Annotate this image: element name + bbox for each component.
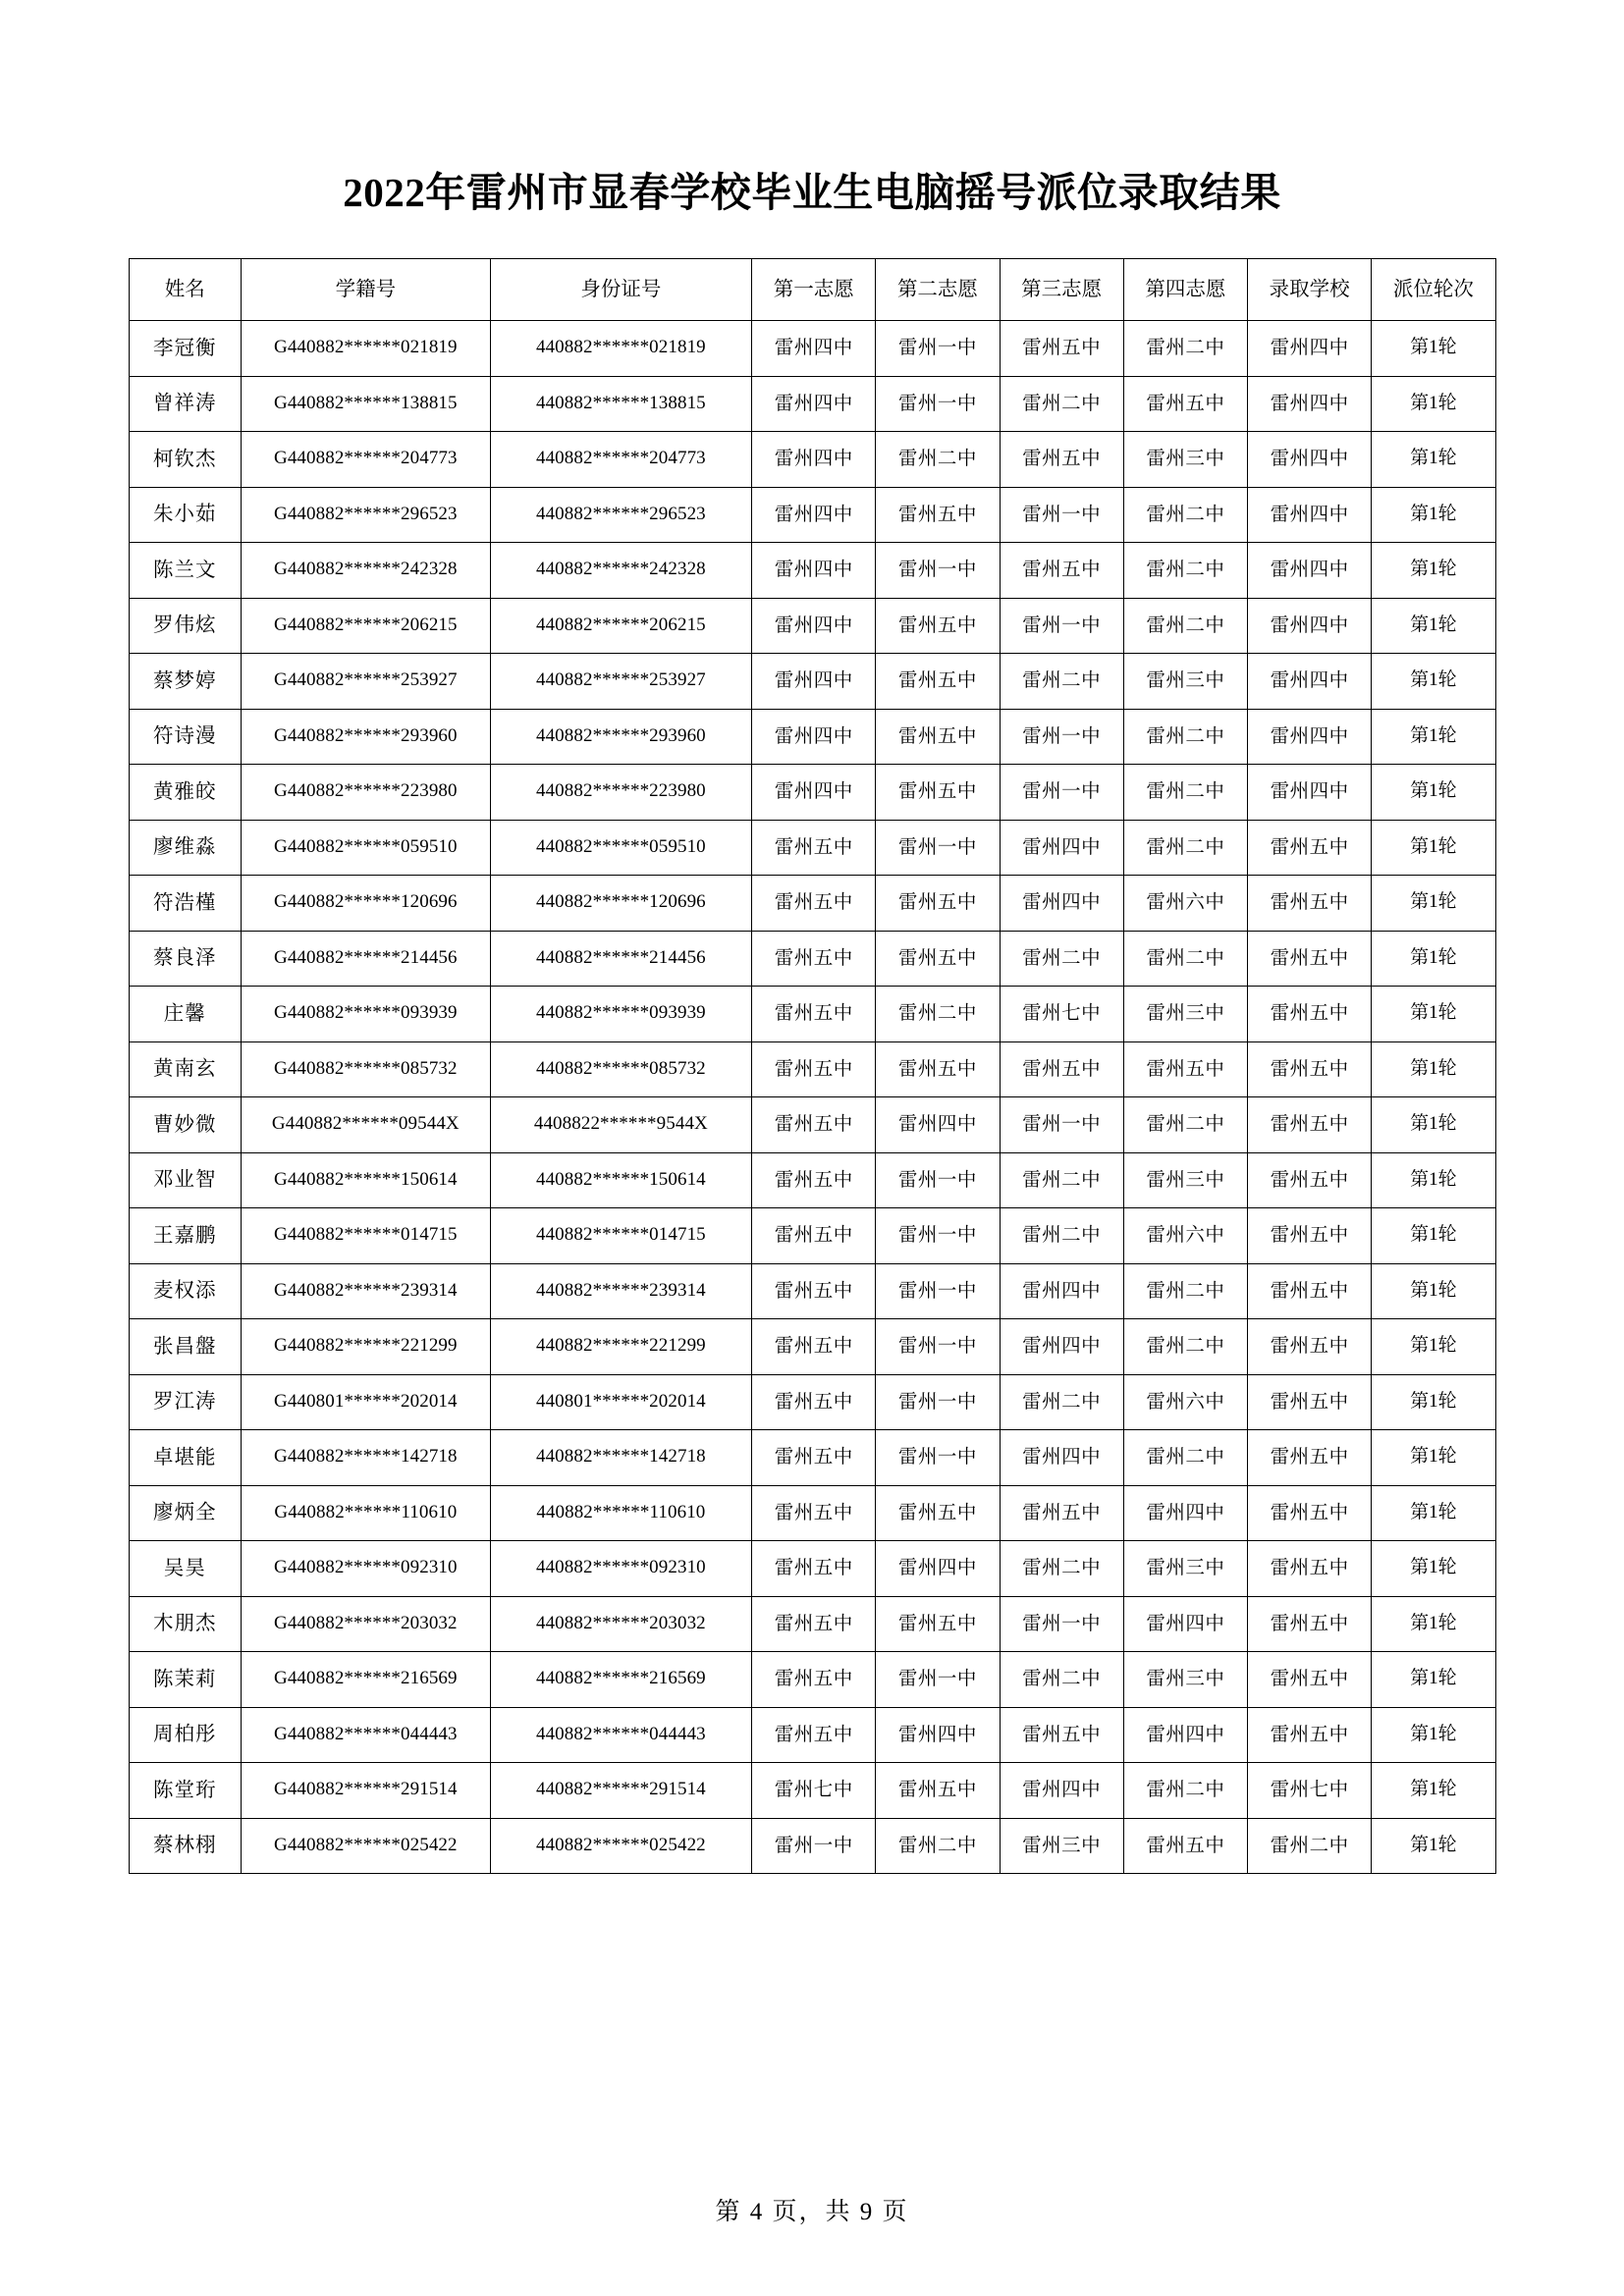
column-header-student-id: 学籍号 xyxy=(242,259,491,321)
cell-wish-1: 雷州五中 xyxy=(752,1208,876,1264)
column-header-wish-1: 第一志愿 xyxy=(752,259,876,321)
cell-name: 卓堪能 xyxy=(129,1430,242,1486)
cell-id-card: 440882******093939 xyxy=(490,987,751,1042)
column-header-wish-4: 第四志愿 xyxy=(1123,259,1247,321)
cell-wish-3: 雷州四中 xyxy=(1000,876,1123,932)
cell-id-card: 440882******085732 xyxy=(490,1041,751,1097)
table-row xyxy=(129,598,1495,654)
table-row xyxy=(129,654,1495,710)
table-row xyxy=(129,931,1495,987)
column-header-wish-3: 第三志愿 xyxy=(1000,259,1123,321)
cell-wish-3: 雷州二中 xyxy=(1000,376,1123,432)
cell-student-id: G440882******059510 xyxy=(242,820,491,876)
cell-id-card: 440882******214456 xyxy=(490,931,751,987)
cell-wish-2: 雷州四中 xyxy=(876,1707,1000,1763)
cell-wish-4: 雷州二中 xyxy=(1123,931,1247,987)
cell-wish-3: 雷州四中 xyxy=(1000,1319,1123,1375)
cell-wish-4: 雷州三中 xyxy=(1123,1652,1247,1708)
cell-wish-1: 雷州五中 xyxy=(752,1263,876,1319)
cell-student-id: G440882******085732 xyxy=(242,1041,491,1097)
cell-id-card: 440882******204773 xyxy=(490,432,751,488)
cell-id-card: 440882******021819 xyxy=(490,321,751,377)
cell-wish-3: 雷州二中 xyxy=(1000,931,1123,987)
cell-id-card: 440882******092310 xyxy=(490,1541,751,1597)
cell-wish-1: 雷州五中 xyxy=(752,1430,876,1486)
cell-admitted-school: 雷州五中 xyxy=(1247,1263,1371,1319)
cell-student-id: G440882******242328 xyxy=(242,543,491,599)
cell-admitted-school: 雷州四中 xyxy=(1247,765,1371,821)
cell-admitted-school: 雷州五中 xyxy=(1247,1041,1371,1097)
cell-name: 罗江涛 xyxy=(129,1374,242,1430)
cell-name: 蔡梦婷 xyxy=(129,654,242,710)
cell-id-card: 440882******203032 xyxy=(490,1596,751,1652)
cell-student-id: G440882******291514 xyxy=(242,1763,491,1819)
cell-id-card: 440882******223980 xyxy=(490,765,751,821)
cell-student-id: G440882******138815 xyxy=(242,376,491,432)
cell-id-card: 440882******291514 xyxy=(490,1763,751,1819)
cell-student-id: G440882******021819 xyxy=(242,321,491,377)
cell-round: 第1轮 xyxy=(1372,598,1495,654)
cell-wish-3: 雷州五中 xyxy=(1000,1041,1123,1097)
cell-wish-3: 雷州一中 xyxy=(1000,765,1123,821)
cell-wish-2: 雷州一中 xyxy=(876,543,1000,599)
cell-wish-3: 雷州四中 xyxy=(1000,1430,1123,1486)
cell-wish-4: 雷州四中 xyxy=(1123,1485,1247,1541)
cell-wish-2: 雷州一中 xyxy=(876,1374,1000,1430)
cell-id-card: 440882******150614 xyxy=(490,1152,751,1208)
table-row xyxy=(129,1652,1495,1708)
cell-name: 麦权添 xyxy=(129,1263,242,1319)
cell-name: 吴昊 xyxy=(129,1541,242,1597)
cell-id-card: 440882******059510 xyxy=(490,820,751,876)
cell-wish-1: 雷州四中 xyxy=(752,654,876,710)
cell-wish-1: 雷州五中 xyxy=(752,1152,876,1208)
cell-id-card: 440882******242328 xyxy=(490,543,751,599)
cell-wish-2: 雷州四中 xyxy=(876,1541,1000,1597)
cell-id-card: 440882******142718 xyxy=(490,1430,751,1486)
cell-student-id: G440882******293960 xyxy=(242,709,491,765)
cell-round: 第1轮 xyxy=(1372,1430,1495,1486)
cell-round: 第1轮 xyxy=(1372,876,1495,932)
cell-student-id: G440882******206215 xyxy=(242,598,491,654)
cell-admitted-school: 雷州七中 xyxy=(1247,1763,1371,1819)
cell-round: 第1轮 xyxy=(1372,1541,1495,1597)
cell-name: 符浩槿 xyxy=(129,876,242,932)
table-row xyxy=(129,876,1495,932)
table-row xyxy=(129,1763,1495,1819)
cell-wish-3: 雷州二中 xyxy=(1000,1152,1123,1208)
cell-wish-2: 雷州五中 xyxy=(876,1596,1000,1652)
cell-wish-2: 雷州二中 xyxy=(876,432,1000,488)
column-header-wish-2: 第二志愿 xyxy=(876,259,1000,321)
cell-wish-1: 雷州五中 xyxy=(752,1097,876,1153)
cell-name: 木朋杰 xyxy=(129,1596,242,1652)
cell-round: 第1轮 xyxy=(1372,321,1495,377)
cell-wish-4: 雷州二中 xyxy=(1123,1319,1247,1375)
cell-wish-1: 雷州五中 xyxy=(752,1707,876,1763)
table-row xyxy=(129,1319,1495,1375)
cell-admitted-school: 雷州四中 xyxy=(1247,654,1371,710)
cell-wish-4: 雷州三中 xyxy=(1123,654,1247,710)
cell-round: 第1轮 xyxy=(1372,1485,1495,1541)
cell-wish-3: 雷州五中 xyxy=(1000,321,1123,377)
cell-wish-2: 雷州五中 xyxy=(876,487,1000,543)
cell-admitted-school: 雷州五中 xyxy=(1247,1652,1371,1708)
cell-wish-1: 雷州一中 xyxy=(752,1818,876,1874)
cell-name: 张昌盤 xyxy=(129,1319,242,1375)
cell-id-card: 440882******253927 xyxy=(490,654,751,710)
column-header-admitted: 录取学校 xyxy=(1247,259,1371,321)
cell-round: 第1轮 xyxy=(1372,654,1495,710)
cell-wish-2: 雷州一中 xyxy=(876,1263,1000,1319)
cell-round: 第1轮 xyxy=(1372,1707,1495,1763)
cell-name: 廖维淼 xyxy=(129,820,242,876)
table-row xyxy=(129,987,1495,1042)
cell-wish-4: 雷州二中 xyxy=(1123,1430,1247,1486)
cell-round: 第1轮 xyxy=(1372,487,1495,543)
cell-wish-2: 雷州五中 xyxy=(876,654,1000,710)
cell-wish-2: 雷州二中 xyxy=(876,1818,1000,1874)
table-row xyxy=(129,1485,1495,1541)
cell-wish-2: 雷州五中 xyxy=(876,876,1000,932)
cell-wish-2: 雷州五中 xyxy=(876,709,1000,765)
cell-name: 曾祥涛 xyxy=(129,376,242,432)
cell-wish-4: 雷州二中 xyxy=(1123,820,1247,876)
cell-wish-3: 雷州七中 xyxy=(1000,987,1123,1042)
lottery-result-table xyxy=(129,258,1496,1874)
cell-wish-4: 雷州六中 xyxy=(1123,876,1247,932)
cell-admitted-school: 雷州五中 xyxy=(1247,1596,1371,1652)
cell-wish-2: 雷州一中 xyxy=(876,1208,1000,1264)
cell-wish-4: 雷州五中 xyxy=(1123,376,1247,432)
cell-id-card: 440882******110610 xyxy=(490,1485,751,1541)
table-row xyxy=(129,1097,1495,1153)
table-row xyxy=(129,1152,1495,1208)
cell-id-card: 440882******025422 xyxy=(490,1818,751,1874)
cell-student-id: G440882******204773 xyxy=(242,432,491,488)
column-header-name: 姓名 xyxy=(129,259,242,321)
cell-name: 廖炳全 xyxy=(129,1485,242,1541)
cell-name: 朱小茹 xyxy=(129,487,242,543)
cell-wish-1: 雷州七中 xyxy=(752,1763,876,1819)
cell-admitted-school: 雷州五中 xyxy=(1247,1430,1371,1486)
cell-round: 第1轮 xyxy=(1372,376,1495,432)
cell-student-id: G440882******150614 xyxy=(242,1152,491,1208)
table-row xyxy=(129,1430,1495,1486)
cell-name: 黄雅皎 xyxy=(129,765,242,821)
table-row xyxy=(129,709,1495,765)
cell-round: 第1轮 xyxy=(1372,1208,1495,1264)
cell-name: 蔡林栩 xyxy=(129,1818,242,1874)
cell-wish-4: 雷州三中 xyxy=(1123,1541,1247,1597)
cell-round: 第1轮 xyxy=(1372,1097,1495,1153)
cell-wish-4: 雷州五中 xyxy=(1123,1041,1247,1097)
cell-admitted-school: 雷州五中 xyxy=(1247,1152,1371,1208)
cell-name: 李冠衡 xyxy=(129,321,242,377)
cell-wish-4: 雷州四中 xyxy=(1123,1596,1247,1652)
cell-round: 第1轮 xyxy=(1372,931,1495,987)
page-title: 2022年雷州市显春学校毕业生电脑摇号派位录取结果 xyxy=(343,170,1281,215)
cell-wish-3: 雷州一中 xyxy=(1000,598,1123,654)
cell-student-id: G440882******221299 xyxy=(242,1319,491,1375)
cell-admitted-school: 雷州五中 xyxy=(1247,987,1371,1042)
cell-admitted-school: 雷州五中 xyxy=(1247,1707,1371,1763)
cell-wish-4: 雷州三中 xyxy=(1123,432,1247,488)
cell-round: 第1轮 xyxy=(1372,1319,1495,1375)
cell-wish-4: 雷州四中 xyxy=(1123,1707,1247,1763)
cell-admitted-school: 雷州二中 xyxy=(1247,1818,1371,1874)
cell-student-id: G440882******044443 xyxy=(242,1707,491,1763)
table-row xyxy=(129,1707,1495,1763)
cell-id-card: 440882******239314 xyxy=(490,1263,751,1319)
table-row xyxy=(129,1541,1495,1597)
table-row xyxy=(129,1596,1495,1652)
cell-name: 曹妙微 xyxy=(129,1097,242,1153)
cell-wish-1: 雷州五中 xyxy=(752,1041,876,1097)
table-row xyxy=(129,432,1495,488)
cell-student-id: G440882******110610 xyxy=(242,1485,491,1541)
cell-student-id: G440882******120696 xyxy=(242,876,491,932)
table-row xyxy=(129,820,1495,876)
cell-wish-1: 雷州四中 xyxy=(752,487,876,543)
cell-admitted-school: 雷州四中 xyxy=(1247,432,1371,488)
cell-wish-3: 雷州一中 xyxy=(1000,709,1123,765)
cell-wish-3: 雷州二中 xyxy=(1000,1652,1123,1708)
cell-id-card: 4408822******9544X xyxy=(490,1097,751,1153)
cell-student-id: G440801******202014 xyxy=(242,1374,491,1430)
cell-wish-3: 雷州五中 xyxy=(1000,1707,1123,1763)
cell-wish-3: 雷州四中 xyxy=(1000,820,1123,876)
cell-wish-2: 雷州一中 xyxy=(876,820,1000,876)
cell-id-card: 440882******296523 xyxy=(490,487,751,543)
cell-round: 第1轮 xyxy=(1372,1041,1495,1097)
cell-wish-3: 雷州二中 xyxy=(1000,1208,1123,1264)
cell-wish-4: 雷州三中 xyxy=(1123,987,1247,1042)
table-body xyxy=(129,321,1495,1874)
cell-round: 第1轮 xyxy=(1372,987,1495,1042)
cell-student-id: G440882******253927 xyxy=(242,654,491,710)
cell-student-id: G440882******239314 xyxy=(242,1263,491,1319)
cell-wish-1: 雷州四中 xyxy=(752,321,876,377)
cell-round: 第1轮 xyxy=(1372,1263,1495,1319)
table-row xyxy=(129,765,1495,821)
table-header-row xyxy=(129,259,1495,321)
cell-wish-2: 雷州五中 xyxy=(876,765,1000,821)
cell-name: 陈茉莉 xyxy=(129,1652,242,1708)
cell-wish-3: 雷州四中 xyxy=(1000,1763,1123,1819)
cell-admitted-school: 雷州五中 xyxy=(1247,1319,1371,1375)
cell-round: 第1轮 xyxy=(1372,1818,1495,1874)
table-header xyxy=(129,259,1495,321)
cell-wish-1: 雷州五中 xyxy=(752,1319,876,1375)
cell-wish-2: 雷州一中 xyxy=(876,1319,1000,1375)
cell-wish-4: 雷州二中 xyxy=(1123,598,1247,654)
cell-name: 陈堂珩 xyxy=(129,1763,242,1819)
cell-student-id: G440882******203032 xyxy=(242,1596,491,1652)
table-row xyxy=(129,1818,1495,1874)
cell-wish-4: 雷州二中 xyxy=(1123,321,1247,377)
cell-wish-1: 雷州五中 xyxy=(752,1541,876,1597)
cell-wish-3: 雷州五中 xyxy=(1000,543,1123,599)
cell-round: 第1轮 xyxy=(1372,1596,1495,1652)
cell-round: 第1轮 xyxy=(1372,820,1495,876)
cell-wish-4: 雷州二中 xyxy=(1123,765,1247,821)
cell-wish-1: 雷州四中 xyxy=(752,765,876,821)
cell-wish-2: 雷州一中 xyxy=(876,321,1000,377)
cell-wish-1: 雷州四中 xyxy=(752,543,876,599)
cell-name: 罗伟炫 xyxy=(129,598,242,654)
cell-admitted-school: 雷州四中 xyxy=(1247,321,1371,377)
cell-wish-3: 雷州四中 xyxy=(1000,1263,1123,1319)
cell-name: 周柏彤 xyxy=(129,1707,242,1763)
cell-round: 第1轮 xyxy=(1372,1763,1495,1819)
cell-wish-3: 雷州五中 xyxy=(1000,432,1123,488)
cell-admitted-school: 雷州五中 xyxy=(1247,876,1371,932)
cell-id-card: 440882******206215 xyxy=(490,598,751,654)
cell-name: 陈兰文 xyxy=(129,543,242,599)
cell-wish-3: 雷州二中 xyxy=(1000,1374,1123,1430)
cell-wish-1: 雷州五中 xyxy=(752,876,876,932)
cell-wish-4: 雷州六中 xyxy=(1123,1208,1247,1264)
table-row xyxy=(129,1041,1495,1097)
table-row xyxy=(129,1263,1495,1319)
cell-wish-2: 雷州四中 xyxy=(876,1097,1000,1153)
cell-name: 黄南玄 xyxy=(129,1041,242,1097)
cell-wish-2: 雷州五中 xyxy=(876,1041,1000,1097)
cell-wish-1: 雷州五中 xyxy=(752,987,876,1042)
cell-wish-4: 雷州二中 xyxy=(1123,1097,1247,1153)
cell-student-id: G440882******014715 xyxy=(242,1208,491,1264)
cell-round: 第1轮 xyxy=(1372,1152,1495,1208)
cell-wish-1: 雷州四中 xyxy=(752,598,876,654)
cell-id-card: 440882******014715 xyxy=(490,1208,751,1264)
cell-admitted-school: 雷州五中 xyxy=(1247,1097,1371,1153)
cell-wish-4: 雷州二中 xyxy=(1123,1263,1247,1319)
cell-admitted-school: 雷州四中 xyxy=(1247,598,1371,654)
cell-wish-3: 雷州五中 xyxy=(1000,1485,1123,1541)
cell-round: 第1轮 xyxy=(1372,1652,1495,1708)
column-header-id-card: 身份证号 xyxy=(490,259,751,321)
cell-admitted-school: 雷州五中 xyxy=(1247,1374,1371,1430)
cell-round: 第1轮 xyxy=(1372,432,1495,488)
cell-wish-4: 雷州五中 xyxy=(1123,1818,1247,1874)
cell-wish-1: 雷州五中 xyxy=(752,1374,876,1430)
cell-admitted-school: 雷州五中 xyxy=(1247,1208,1371,1264)
cell-wish-2: 雷州五中 xyxy=(876,1485,1000,1541)
cell-admitted-school: 雷州四中 xyxy=(1247,709,1371,765)
cell-wish-4: 雷州六中 xyxy=(1123,1374,1247,1430)
cell-admitted-school: 雷州五中 xyxy=(1247,1541,1371,1597)
cell-wish-1: 雷州五中 xyxy=(752,1652,876,1708)
table-row xyxy=(129,1208,1495,1264)
cell-wish-2: 雷州一中 xyxy=(876,376,1000,432)
table-row xyxy=(129,1374,1495,1430)
cell-wish-1: 雷州四中 xyxy=(752,376,876,432)
cell-wish-4: 雷州二中 xyxy=(1123,487,1247,543)
cell-student-id: G440882******223980 xyxy=(242,765,491,821)
cell-student-id: G440882******216569 xyxy=(242,1652,491,1708)
cell-wish-1: 雷州五中 xyxy=(752,1596,876,1652)
cell-student-id: G440882******09544X xyxy=(242,1097,491,1153)
table-row xyxy=(129,487,1495,543)
cell-name: 王嘉鹏 xyxy=(129,1208,242,1264)
cell-id-card: 440801******202014 xyxy=(490,1374,751,1430)
cell-wish-2: 雷州一中 xyxy=(876,1430,1000,1486)
cell-admitted-school: 雷州五中 xyxy=(1247,931,1371,987)
cell-wish-2: 雷州五中 xyxy=(876,598,1000,654)
cell-round: 第1轮 xyxy=(1372,765,1495,821)
cell-admitted-school: 雷州四中 xyxy=(1247,543,1371,599)
cell-round: 第1轮 xyxy=(1372,1374,1495,1430)
cell-student-id: G440882******296523 xyxy=(242,487,491,543)
cell-wish-4: 雷州二中 xyxy=(1123,709,1247,765)
cell-wish-3: 雷州一中 xyxy=(1000,1097,1123,1153)
cell-student-id: G440882******214456 xyxy=(242,931,491,987)
table-row xyxy=(129,376,1495,432)
cell-id-card: 440882******138815 xyxy=(490,376,751,432)
cell-id-card: 440882******221299 xyxy=(490,1319,751,1375)
cell-wish-3: 雷州二中 xyxy=(1000,654,1123,710)
cell-wish-2: 雷州一中 xyxy=(876,1652,1000,1708)
cell-wish-3: 雷州二中 xyxy=(1000,1541,1123,1597)
cell-wish-3: 雷州一中 xyxy=(1000,1596,1123,1652)
table-row xyxy=(129,543,1495,599)
cell-name: 符诗漫 xyxy=(129,709,242,765)
cell-id-card: 440882******216569 xyxy=(490,1652,751,1708)
cell-wish-4: 雷州二中 xyxy=(1123,1763,1247,1819)
cell-admitted-school: 雷州五中 xyxy=(1247,820,1371,876)
table-row xyxy=(129,321,1495,377)
cell-name: 柯钦杰 xyxy=(129,432,242,488)
cell-round: 第1轮 xyxy=(1372,709,1495,765)
cell-wish-2: 雷州五中 xyxy=(876,1763,1000,1819)
column-header-round: 派位轮次 xyxy=(1372,259,1495,321)
cell-round: 第1轮 xyxy=(1372,543,1495,599)
cell-wish-4: 雷州三中 xyxy=(1123,1152,1247,1208)
cell-wish-1: 雷州五中 xyxy=(752,1485,876,1541)
cell-wish-4: 雷州二中 xyxy=(1123,543,1247,599)
cell-admitted-school: 雷州五中 xyxy=(1247,1485,1371,1541)
cell-student-id: G440882******092310 xyxy=(242,1541,491,1597)
cell-id-card: 440882******293960 xyxy=(490,709,751,765)
cell-student-id: G440882******142718 xyxy=(242,1430,491,1486)
cell-wish-2: 雷州五中 xyxy=(876,931,1000,987)
cell-wish-1: 雷州五中 xyxy=(752,931,876,987)
page-footer: 第 4 页，共 9 页 xyxy=(715,2199,909,2225)
cell-admitted-school: 雷州四中 xyxy=(1247,376,1371,432)
cell-name: 邓业智 xyxy=(129,1152,242,1208)
cell-wish-3: 雷州三中 xyxy=(1000,1818,1123,1874)
cell-wish-3: 雷州一中 xyxy=(1000,487,1123,543)
cell-wish-2: 雷州二中 xyxy=(876,987,1000,1042)
cell-id-card: 440882******044443 xyxy=(490,1707,751,1763)
cell-wish-1: 雷州四中 xyxy=(752,432,876,488)
cell-student-id: G440882******025422 xyxy=(242,1818,491,1874)
table-container xyxy=(0,258,1624,1874)
cell-wish-1: 雷州四中 xyxy=(752,709,876,765)
cell-student-id: G440882******093939 xyxy=(242,987,491,1042)
cell-name: 庄馨 xyxy=(129,987,242,1042)
cell-wish-1: 雷州五中 xyxy=(752,820,876,876)
cell-wish-2: 雷州一中 xyxy=(876,1152,1000,1208)
cell-admitted-school: 雷州四中 xyxy=(1247,487,1371,543)
cell-id-card: 440882******120696 xyxy=(490,876,751,932)
cell-name: 蔡良泽 xyxy=(129,931,242,987)
